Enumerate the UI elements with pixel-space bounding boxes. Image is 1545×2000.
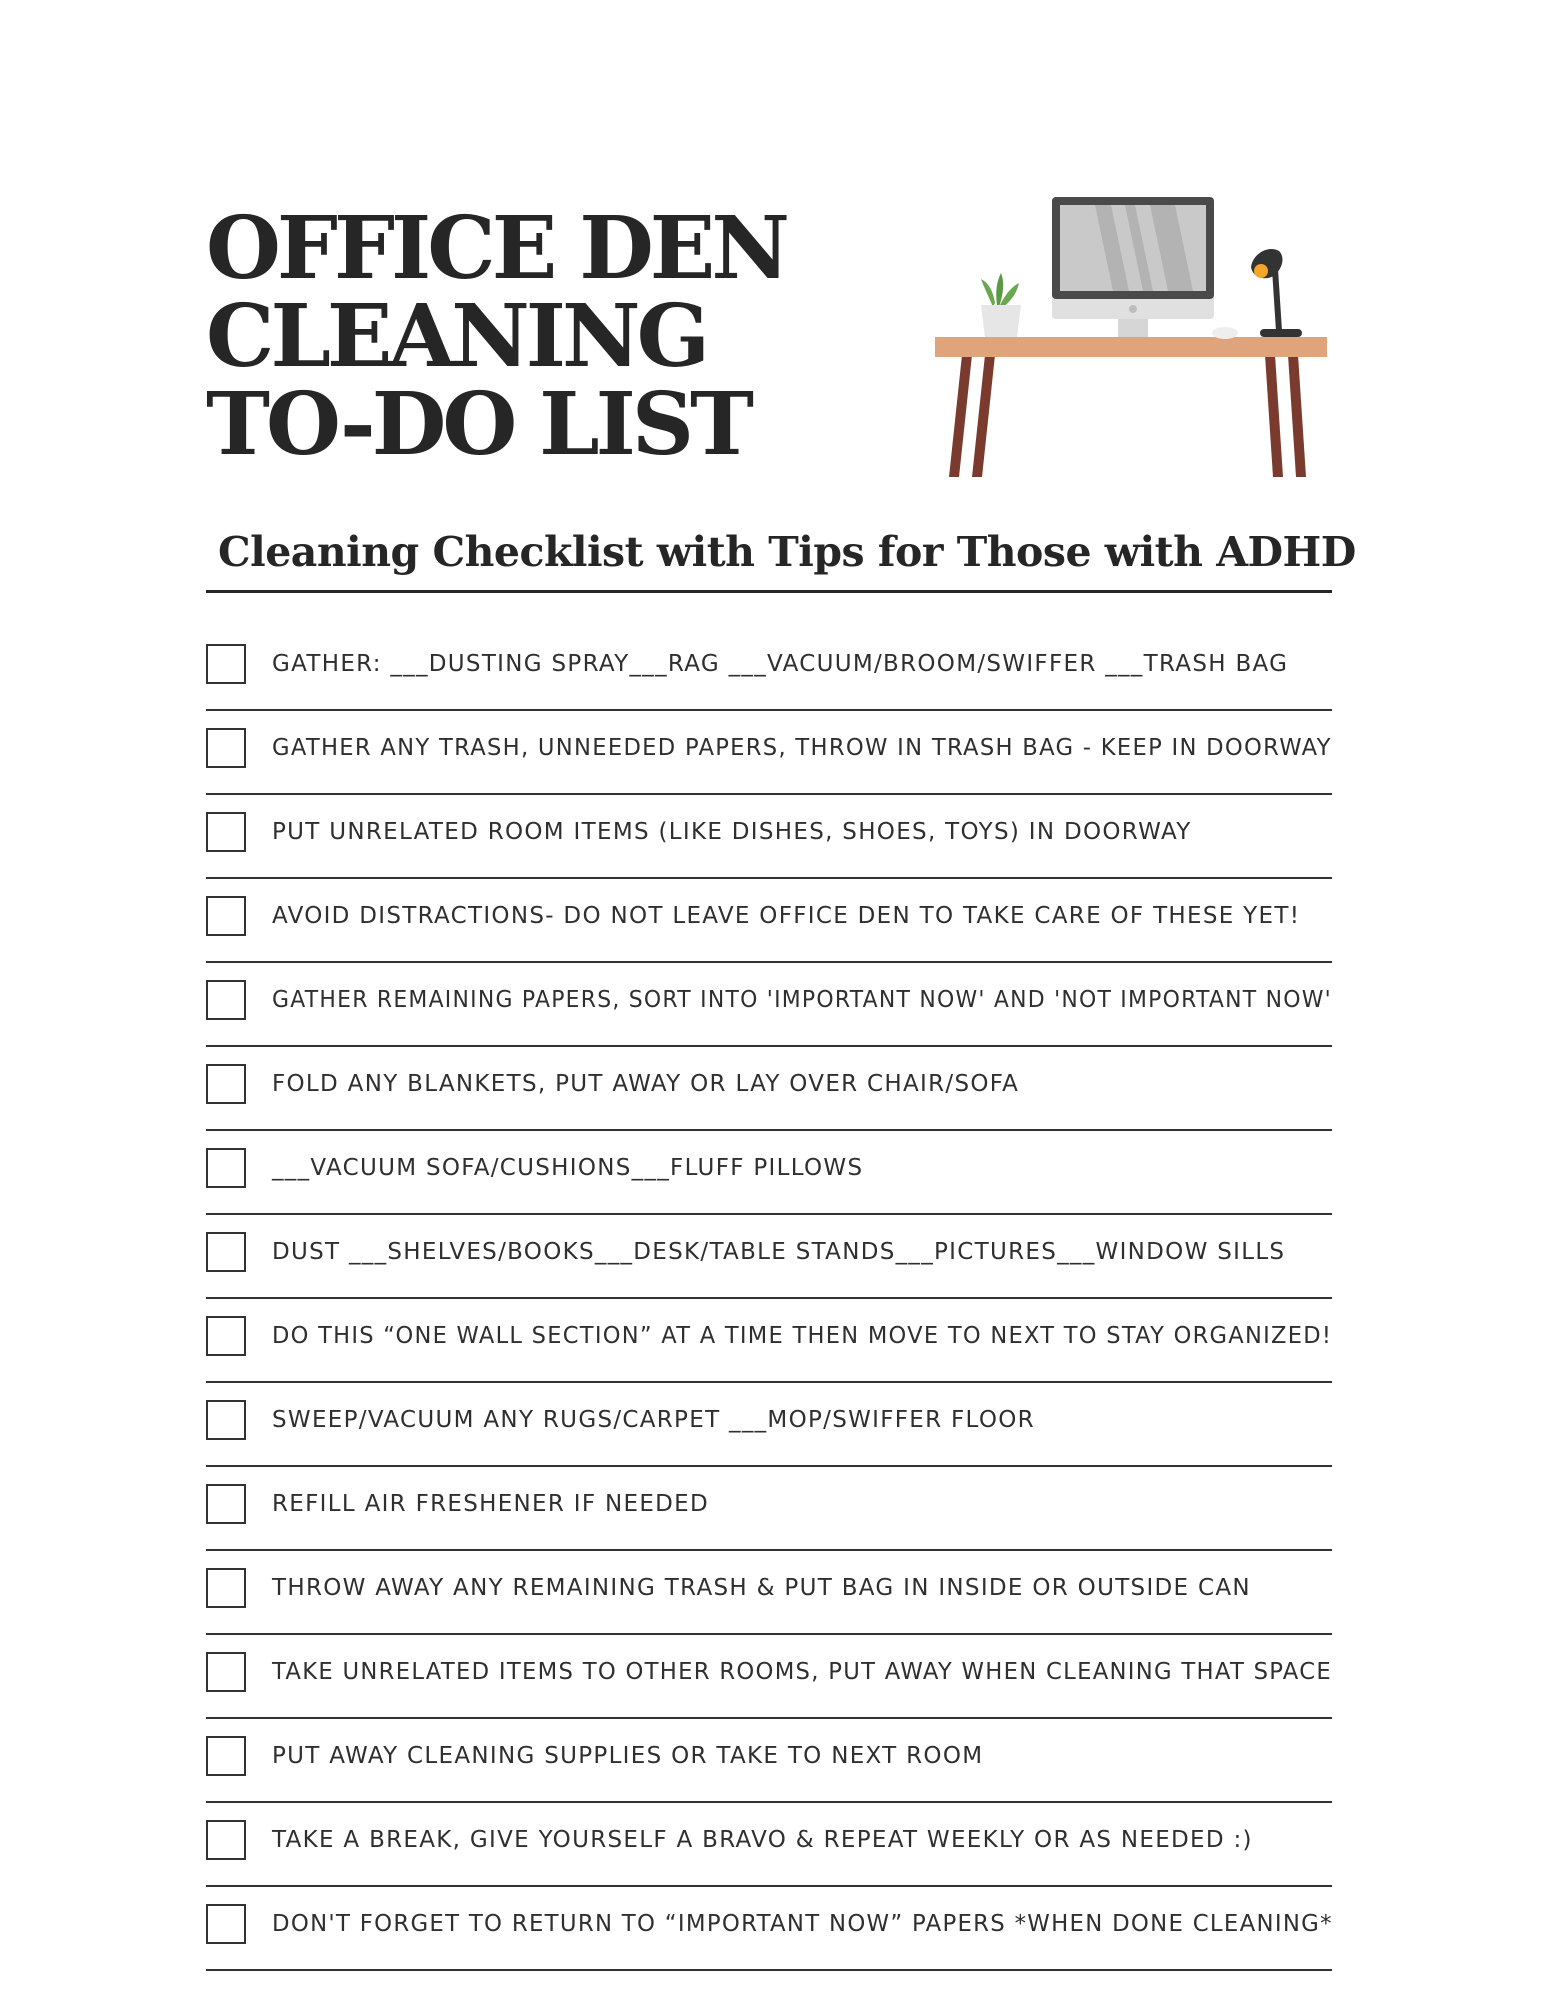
checkbox[interactable] (206, 728, 246, 768)
checklist-item-text: DO THIS “ONE WALL SECTION” AT A TIME THEN MOVE TO NEXT TO STAY ORGANIZED! (272, 1323, 1333, 1349)
checkbox[interactable] (206, 644, 246, 684)
checklist-item (206, 1887, 1332, 1971)
checklist-item-text: SWEEP/VACUUM ANY RUGS/CARPET ___MOP/SWIFFER FLOOR (272, 1407, 1035, 1433)
checklist-item-text: THROW AWAY ANY REMAINING TRASH & PUT BAG IN INSIDE OR OUTSIDE CAN (272, 1575, 1251, 1601)
cleaning-checklist (206, 627, 1332, 1971)
checklist-item (206, 1551, 1332, 1635)
checklist-item (206, 711, 1332, 795)
computer-monitor-icon (1052, 197, 1214, 337)
checklist-item-text: DUST ___SHELVES/BOOKS___DESK/TABLE STANDS___PICTURES___WINDOW SILLS (272, 1239, 1286, 1265)
checklist-item-text: PUT UNRELATED ROOM ITEMS (LIKE DISHES, SHOES, TOYS) IN DOORWAY (272, 819, 1192, 845)
checkbox[interactable] (206, 1400, 246, 1440)
checklist-item (206, 1719, 1332, 1803)
subtitle-divider (206, 590, 1332, 593)
checkbox[interactable] (206, 1652, 246, 1692)
checklist-item (206, 879, 1332, 963)
checklist-item (206, 1047, 1332, 1131)
checkbox[interactable] (206, 1568, 246, 1608)
page-subtitle: Cleaning Checklist with Tips for Those with ADHD (218, 528, 1356, 576)
checklist-item-text: REFILL AIR FRESHENER IF NEEDED (272, 1491, 710, 1517)
checklist-item-text: FOLD ANY BLANKETS, PUT AWAY OR LAY OVER CHAIR/SOFA (272, 1071, 1020, 1097)
plant-pot-icon (981, 273, 1021, 337)
checkbox[interactable] (206, 896, 246, 936)
checkbox[interactable] (206, 1232, 246, 1272)
title-line-3: TO-DO LIST (206, 374, 750, 475)
checklist-item (206, 1299, 1332, 1383)
checklist-item-text: GATHER ANY TRASH, UNNEEDED PAPERS, THROW IN TRASH BAG - KEEP IN DOORWAY (272, 735, 1332, 761)
checklist-item-text: TAKE A BREAK, GIVE YOURSELF A BRAVO & REPEAT WEEKLY OR AS NEEDED :) (272, 1827, 1253, 1853)
checkbox[interactable] (206, 1820, 246, 1860)
checklist-item (206, 1803, 1332, 1887)
checklist-item (206, 795, 1332, 879)
title-line-1: OFFICE DEN (206, 198, 786, 299)
title-line-2: CLEANING (206, 286, 707, 387)
checklist-item-text: GATHER: ___DUSTING SPRAY___RAG ___VACUUM/BROOM/SWIFFER ___TRASH BAG (272, 651, 1289, 677)
checkbox[interactable] (206, 1316, 246, 1356)
checkbox[interactable] (206, 1484, 246, 1524)
checkbox[interactable] (206, 1148, 246, 1188)
checklist-item-text: PUT AWAY CLEANING SUPPLIES OR TAKE TO NEXT ROOM (272, 1743, 984, 1769)
desk-lamp-icon (1251, 249, 1302, 337)
page-title (206, 198, 786, 475)
checkbox[interactable] (206, 1064, 246, 1104)
checkbox[interactable] (206, 1904, 246, 1944)
checkbox[interactable] (206, 980, 246, 1020)
checklist-item-text: ___VACUUM SOFA/CUSHIONS___FLUFF PILLOWS (272, 1155, 864, 1181)
checklist-item (206, 1215, 1332, 1299)
checklist-item-text: DON'T FORGET TO RETURN TO “IMPORTANT NOW” PAPERS *WHEN DONE CLEANING* (272, 1911, 1333, 1937)
checklist-item (206, 963, 1332, 1047)
desk-legs (949, 355, 1306, 477)
checklist-item (206, 1467, 1332, 1551)
checklist-item (206, 1131, 1332, 1215)
mouse-icon (1212, 327, 1238, 339)
desk-icon (935, 337, 1327, 357)
checklist-item-text: TAKE UNRELATED ITEMS TO OTHER ROOMS, PUT AWAY WHEN CLEANING THAT SPACE (272, 1659, 1332, 1685)
checklist-item (206, 1383, 1332, 1467)
checklist-item-text: GATHER REMAINING PAPERS, SORT INTO 'IMPORTANT NOW' AND 'NOT IMPORTANT NOW' (272, 987, 1332, 1013)
checkbox[interactable] (206, 812, 246, 852)
desk-illustration (935, 195, 1335, 485)
checklist-item-text: AVOID DISTRACTIONS- DO NOT LEAVE OFFICE DEN TO TAKE CARE OF THESE YET! (272, 903, 1301, 929)
checklist-item (206, 1635, 1332, 1719)
checklist-item (206, 627, 1332, 711)
checkbox[interactable] (206, 1736, 246, 1776)
